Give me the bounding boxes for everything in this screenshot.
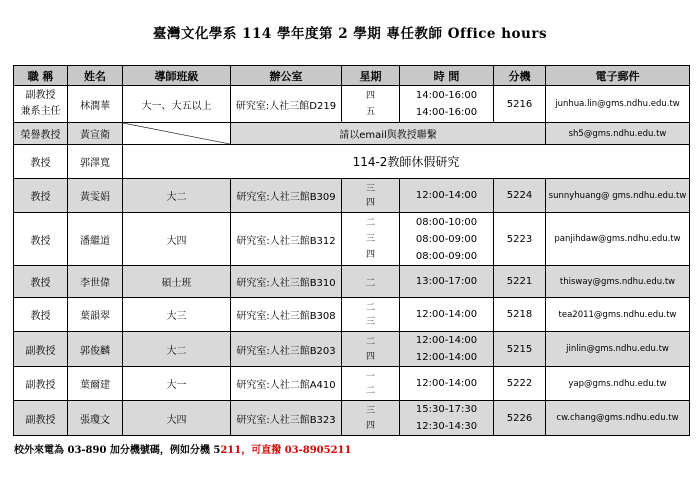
rank-cell: 教授	[14, 213, 68, 266]
weekday-cell: 三 四	[342, 179, 400, 213]
email-cell: junhua.lin@gms.ndhu.edu.tw	[546, 86, 690, 123]
table-row	[14, 123, 690, 145]
class-cell: 大二	[123, 332, 231, 367]
time-cell: 13:00-17:00	[400, 266, 494, 298]
header-rank: 職 稱	[14, 66, 68, 86]
rank-cell: 教授	[14, 179, 68, 213]
office-cell: 研究室:人社二館A410	[231, 367, 342, 401]
rank-cell: 教授	[14, 145, 68, 179]
name-cell: 林潤華	[68, 86, 123, 123]
table-row	[14, 298, 690, 332]
ext-cell: 5218	[494, 298, 546, 332]
table-row	[14, 266, 690, 298]
weekday-cell: 三 四	[342, 401, 400, 436]
ext-cell: 5223	[494, 213, 546, 266]
email-cell: tea2011@gms.ndhu.edu.tw	[546, 298, 690, 332]
office-cell: 研究室:人社三館B312	[231, 213, 342, 266]
rank-cell: 副教授	[14, 367, 68, 401]
weekday-cell: 二 三 四	[342, 213, 400, 266]
table-row	[14, 86, 690, 123]
table-header-row	[14, 66, 690, 86]
rank-cell: 教授	[14, 266, 68, 298]
leave-note: 114-2教師休假研究	[123, 145, 690, 179]
table-row	[14, 213, 690, 266]
name-cell: 李世偉	[68, 266, 123, 298]
table-row	[14, 401, 690, 436]
table-row	[14, 145, 690, 179]
office-cell: 研究室:人社三館D219	[231, 86, 342, 123]
rank-cell: 副教授	[14, 332, 68, 367]
weekday-cell: 一 二	[342, 367, 400, 401]
ext-cell: 5221	[494, 266, 546, 298]
class-cell: 碩士班	[123, 266, 231, 298]
class-cell: 大四	[123, 401, 231, 436]
ext-cell: 5222	[494, 367, 546, 401]
office-cell: 研究室:人社三館B310	[231, 266, 342, 298]
ext-cell: 5226	[494, 401, 546, 436]
time-cell: 12:00-14:00	[400, 298, 494, 332]
name-cell: 郭澤寬	[68, 145, 123, 179]
email-cell: sh5@gms.ndhu.edu.tw	[546, 123, 690, 145]
rank-cell: 榮譽教授	[14, 123, 68, 145]
time-cell: 12:00-14:00	[400, 179, 494, 213]
email-cell: cw.chang@gms.ndhu.edu.tw	[546, 401, 690, 436]
header-class: 導師班級	[123, 66, 231, 86]
name-cell: 黃宣衛	[68, 123, 123, 145]
office-cell: 研究室:人社三館B309	[231, 179, 342, 213]
header-time: 時 間	[400, 66, 494, 86]
office-cell: 研究室:人社三館B308	[231, 298, 342, 332]
time-cell: 12:00-14:00	[400, 367, 494, 401]
name-cell: 潘繼道	[68, 213, 123, 266]
weekday-cell: 二	[342, 266, 400, 298]
table-row	[14, 332, 690, 367]
time-cell: 12:00-14:00 12:00-14:00	[400, 332, 494, 367]
contact-note: 請以email與教授聯繫	[231, 123, 546, 145]
header-weekday: 星期	[342, 66, 400, 86]
rank-cell: 副教授 兼系主任	[14, 86, 68, 123]
page-title: 臺灣文化學系 114 學年度第 2 學期 專任教師 Office hours	[152, 26, 548, 42]
email-cell: sunnyhuang@ gms.ndhu.edu.tw	[546, 179, 690, 213]
ext-cell: 5216	[494, 86, 546, 123]
weekday-cell: 二 四	[342, 332, 400, 367]
class-cell: 大二	[123, 179, 231, 213]
name-cell: 葉韻翠	[68, 298, 123, 332]
header-ext: 分機	[494, 66, 546, 86]
name-cell: 葉爾建	[68, 367, 123, 401]
email-cell: yap@gms.ndhu.edu.tw	[546, 367, 690, 401]
office-cell: 研究室:人社三館B323	[231, 401, 342, 436]
footer-note	[14, 441, 351, 456]
office-cell: 研究室:人社三館B203	[231, 332, 342, 367]
time-cell: 14:00-16:00 14:00-16:00	[400, 86, 494, 123]
name-cell: 黃雯娟	[68, 179, 123, 213]
class-cell: 大四	[123, 213, 231, 266]
rank-cell: 教授	[14, 298, 68, 332]
header-email: 電子郵件	[546, 66, 690, 86]
table-row	[14, 179, 690, 213]
ext-cell: 5224	[494, 179, 546, 213]
name-cell: 張瓊文	[68, 401, 123, 436]
footer-red-text: 211，可直撥 03-8905211	[220, 445, 352, 456]
ext-cell: 5215	[494, 332, 546, 367]
class-cell: 大三	[123, 298, 231, 332]
name-cell: 郭俊麟	[68, 332, 123, 367]
time-cell: 15:30-17:30 12:30-14:30	[400, 401, 494, 436]
rank-cell: 副教授	[14, 401, 68, 436]
header-name: 姓名	[68, 66, 123, 86]
empty-class-cell	[123, 123, 231, 145]
email-cell: thisway@gms.ndhu.edu.tw	[546, 266, 690, 298]
email-cell: jinlin@gms.ndhu.edu.tw	[546, 332, 690, 367]
header-office: 辦公室	[231, 66, 342, 86]
weekday-cell: 二 三	[342, 298, 400, 332]
class-cell: 大一、大五以上	[123, 86, 231, 123]
email-cell: panjihdaw@gms.ndhu.edu.tw	[546, 213, 690, 266]
footer-prefix: 校外來電為 03-890 加分機號碼，例如分機 5	[14, 445, 221, 456]
table-row	[14, 367, 690, 401]
time-cell: 08:00-10:00 08:00-09:00 08:00-09:00	[400, 213, 494, 266]
class-cell: 大一	[123, 367, 231, 401]
weekday-cell: 四 五	[342, 86, 400, 123]
office-hours-table	[13, 65, 690, 436]
